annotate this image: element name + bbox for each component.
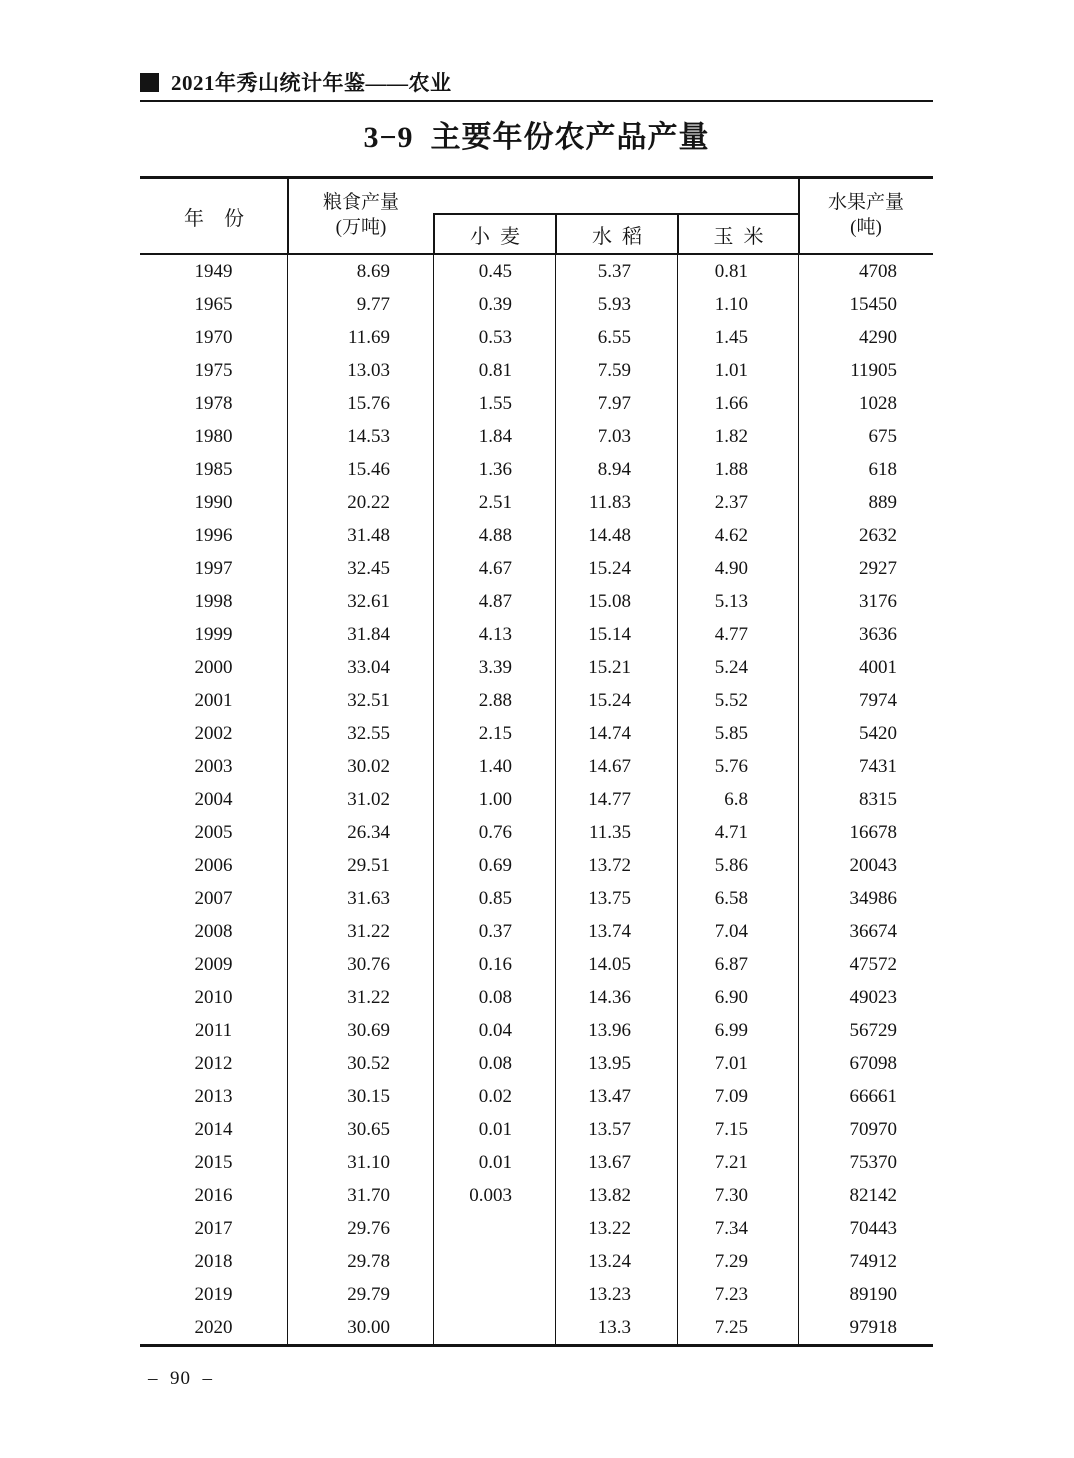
fruit-cell: 4708 (859, 260, 897, 282)
corn-cell: 7.21 (678, 1146, 799, 1179)
table-row (140, 717, 933, 750)
wheat-cell: 0.37 (434, 915, 556, 948)
fruit-cell: 1028 (859, 392, 897, 414)
table-body (140, 255, 933, 1347)
grain-cell: 29.76 (288, 1212, 434, 1245)
wheat-cell: 0.01 (434, 1113, 556, 1146)
table-row (140, 1245, 933, 1278)
wheat-cell: 4.87 (434, 585, 556, 618)
rice-cell: 7.59 (556, 354, 678, 387)
rice-cell: 15.24 (556, 684, 678, 717)
rice-cell: 11.83 (556, 486, 678, 519)
grain-cell: 30.65 (288, 1113, 434, 1146)
grain-cell: 32.45 (288, 552, 434, 585)
year-cell: 2017 (140, 1212, 288, 1245)
rice-cell: 13.57 (556, 1113, 678, 1146)
fruit-cell: 70443 (849, 1217, 897, 1239)
table-row (140, 618, 933, 651)
fruit-cell: 56729 (849, 1019, 897, 1041)
wheat-cell: 2.88 (434, 684, 556, 717)
table-row (140, 981, 933, 1014)
wheat-cell: 4.13 (434, 618, 556, 651)
rice-cell: 13.3 (556, 1311, 678, 1344)
fruit-cell: 70970 (849, 1118, 897, 1140)
fruit-cell: 49023 (849, 986, 897, 1008)
year-cell: 1978 (140, 387, 288, 420)
corn-cell: 7.25 (678, 1311, 799, 1344)
corn-cell: 7.30 (678, 1179, 799, 1212)
corn-cell: 6.90 (678, 981, 799, 1014)
fruit-cell: 7974 (859, 689, 897, 711)
table-row (140, 552, 933, 585)
fruit-cell: 34986 (849, 887, 897, 909)
corn-cell: 5.52 (678, 684, 799, 717)
grain-cell: 31.63 (288, 882, 434, 915)
table-row (140, 1113, 933, 1146)
table-row (140, 1278, 933, 1311)
wheat-cell: 1.00 (434, 783, 556, 816)
wheat-cell: 0.76 (434, 816, 556, 849)
rice-cell: 13.23 (556, 1278, 678, 1311)
corn-cell: 7.23 (678, 1278, 799, 1311)
corn-cell: 7.29 (678, 1245, 799, 1278)
corn-cell: 5.13 (678, 585, 799, 618)
rice-cell: 14.05 (556, 948, 678, 981)
corn-cell: 7.15 (678, 1113, 799, 1146)
wheat-cell: 1.55 (434, 387, 556, 420)
year-cell: 2003 (140, 750, 288, 783)
corn-cell: 1.88 (678, 453, 799, 486)
year-cell: 2007 (140, 882, 288, 915)
header-year: 年 份 (184, 207, 244, 230)
grain-cell: 30.00 (288, 1311, 434, 1344)
fruit-cell: 618 (868, 458, 897, 480)
wheat-cell: 4.67 (434, 552, 556, 585)
grain-cell: 13.03 (288, 354, 434, 387)
table-row (140, 486, 933, 519)
wheat-cell: 0.85 (434, 882, 556, 915)
wheat-cell (434, 1212, 556, 1245)
fruit-cell: 675 (868, 425, 897, 447)
year-cell: 2018 (140, 1245, 288, 1278)
table-row (140, 321, 933, 354)
year-cell: 2013 (140, 1080, 288, 1113)
corn-cell: 7.34 (678, 1212, 799, 1245)
wheat-cell: 2.51 (434, 486, 556, 519)
year-cell: 2015 (140, 1146, 288, 1179)
grain-cell: 33.04 (288, 651, 434, 684)
rice-cell: 7.03 (556, 420, 678, 453)
running-head-rule (140, 100, 933, 102)
fruit-cell: 67098 (849, 1052, 897, 1074)
wheat-cell: 0.16 (434, 948, 556, 981)
running-head-text: 2021年秀山统计年鉴——农业 (171, 71, 452, 95)
year-cell: 2005 (140, 816, 288, 849)
year-cell: 2006 (140, 849, 288, 882)
rice-cell: 14.67 (556, 750, 678, 783)
rice-cell: 14.48 (556, 519, 678, 552)
year-cell: 1980 (140, 420, 288, 453)
fruit-cell: 5420 (859, 722, 897, 744)
corn-cell: 6.99 (678, 1014, 799, 1047)
corn-cell: 2.37 (678, 486, 799, 519)
wheat-cell (434, 1245, 556, 1278)
header-wheat: 小 麦 (470, 225, 520, 248)
year-cell: 1996 (140, 519, 288, 552)
wheat-cell: 0.39 (434, 288, 556, 321)
fruit-cell: 7431 (859, 755, 897, 777)
corn-cell: 1.10 (678, 288, 799, 321)
year-cell: 1990 (140, 486, 288, 519)
table-row (140, 1080, 933, 1113)
table-row (140, 1014, 933, 1047)
fruit-cell: 889 (868, 491, 897, 513)
grain-cell: 32.51 (288, 684, 434, 717)
corn-cell: 6.87 (678, 948, 799, 981)
fruit-cell: 2927 (859, 557, 897, 579)
running-head (140, 68, 933, 96)
rice-cell: 13.96 (556, 1014, 678, 1047)
grain-cell: 31.48 (288, 519, 434, 552)
grain-cell: 31.70 (288, 1179, 434, 1212)
table-row (140, 453, 933, 486)
fruit-cell: 16678 (849, 821, 897, 843)
fruit-cell: 3176 (859, 590, 897, 612)
grain-cell: 30.52 (288, 1047, 434, 1080)
corn-cell: 5.24 (678, 651, 799, 684)
grain-cell: 30.15 (288, 1080, 434, 1113)
rice-cell: 15.21 (556, 651, 678, 684)
year-cell: 2001 (140, 684, 288, 717)
grain-cell: 30.02 (288, 750, 434, 783)
grain-cell: 8.69 (288, 255, 434, 288)
wheat-cell: 1.40 (434, 750, 556, 783)
header-rice: 水 稻 (592, 225, 642, 248)
year-cell: 1985 (140, 453, 288, 486)
table-row (140, 651, 933, 684)
grain-cell: 30.69 (288, 1014, 434, 1047)
year-cell: 2010 (140, 981, 288, 1014)
grain-cell: 15.46 (288, 453, 434, 486)
fruit-cell: 66661 (849, 1085, 897, 1107)
corn-cell: 1.01 (678, 354, 799, 387)
rice-cell: 8.94 (556, 453, 678, 486)
fruit-cell: 74912 (849, 1250, 897, 1272)
grain-cell: 31.84 (288, 618, 434, 651)
year-cell: 2009 (140, 948, 288, 981)
grain-cell: 20.22 (288, 486, 434, 519)
wheat-cell: 0.08 (434, 1047, 556, 1080)
year-cell: 2011 (140, 1014, 288, 1047)
rice-cell: 13.75 (556, 882, 678, 915)
fruit-cell: 97918 (849, 1316, 897, 1338)
rice-cell: 14.77 (556, 783, 678, 816)
corn-cell: 7.09 (678, 1080, 799, 1113)
header-corn: 玉 米 (713, 225, 764, 248)
table-header (140, 176, 933, 255)
grain-cell: 31.10 (288, 1146, 434, 1179)
grain-cell: 32.61 (288, 585, 434, 618)
table-row (140, 750, 933, 783)
rice-cell: 14.36 (556, 981, 678, 1014)
corn-cell: 4.77 (678, 618, 799, 651)
wheat-cell: 0.81 (434, 354, 556, 387)
table-row (140, 354, 933, 387)
grain-cell: 9.77 (288, 288, 434, 321)
grain-cell: 32.55 (288, 717, 434, 750)
year-cell: 2020 (140, 1311, 288, 1344)
wheat-cell: 0.08 (434, 981, 556, 1014)
fruit-cell: 36674 (849, 920, 897, 942)
table-row (140, 684, 933, 717)
grain-cell: 29.51 (288, 849, 434, 882)
year-cell: 2002 (140, 717, 288, 750)
grain-cell: 31.22 (288, 981, 434, 1014)
rice-cell: 11.35 (556, 816, 678, 849)
fruit-cell: 2632 (859, 524, 897, 546)
table-row (140, 849, 933, 882)
rice-cell: 15.08 (556, 585, 678, 618)
header-grain-unit: (万吨) (335, 217, 387, 238)
year-cell: 1975 (140, 354, 288, 387)
fruit-cell: 3636 (859, 623, 897, 645)
corn-cell: 4.62 (678, 519, 799, 552)
wheat-cell: 1.84 (434, 420, 556, 453)
table-row (140, 816, 933, 849)
wheat-cell: 0.53 (434, 321, 556, 354)
fruit-cell: 75370 (849, 1151, 897, 1173)
grain-cell: 31.22 (288, 915, 434, 948)
fruit-cell: 47572 (849, 953, 897, 975)
table-row (140, 255, 933, 288)
header-fruit-output (799, 179, 933, 253)
table-row (140, 783, 933, 816)
rice-cell: 13.67 (556, 1146, 678, 1179)
corn-cell: 1.45 (678, 321, 799, 354)
year-cell: 1949 (140, 255, 288, 288)
rice-cell: 15.24 (556, 552, 678, 585)
year-cell: 2014 (140, 1113, 288, 1146)
corn-cell: 0.81 (678, 255, 799, 288)
wheat-cell: 2.15 (434, 717, 556, 750)
rice-cell: 6.55 (556, 321, 678, 354)
rice-cell: 13.95 (556, 1047, 678, 1080)
table-row (140, 915, 933, 948)
rice-cell: 13.74 (556, 915, 678, 948)
table-row (140, 288, 933, 321)
wheat-cell (434, 1278, 556, 1311)
wheat-cell: 1.36 (434, 453, 556, 486)
corn-cell: 5.86 (678, 849, 799, 882)
rice-cell: 13.82 (556, 1179, 678, 1212)
fruit-cell: 89190 (849, 1283, 897, 1305)
corn-cell: 4.71 (678, 816, 799, 849)
table-row (140, 1212, 933, 1245)
table-row (140, 519, 933, 552)
rice-cell: 15.14 (556, 618, 678, 651)
table-row (140, 420, 933, 453)
table-row (140, 948, 933, 981)
corn-cell: 7.01 (678, 1047, 799, 1080)
grain-cell: 26.34 (288, 816, 434, 849)
corn-cell: 1.66 (678, 387, 799, 420)
corn-cell: 6.58 (678, 882, 799, 915)
table-row (140, 882, 933, 915)
fruit-cell: 11905 (850, 359, 897, 381)
fruit-cell: 20043 (849, 854, 897, 876)
corn-cell: 6.8 (678, 783, 799, 816)
year-cell: 2008 (140, 915, 288, 948)
rice-cell: 13.47 (556, 1080, 678, 1113)
year-cell: 2000 (140, 651, 288, 684)
grain-cell: 30.76 (288, 948, 434, 981)
wheat-cell: 0.69 (434, 849, 556, 882)
square-bullet-icon (140, 73, 159, 92)
table-row (140, 585, 933, 618)
year-cell: 2019 (140, 1278, 288, 1311)
agricultural-output-table (140, 176, 933, 1347)
year-cell: 2012 (140, 1047, 288, 1080)
year-cell: 1999 (140, 618, 288, 651)
year-cell: 1997 (140, 552, 288, 585)
grain-cell: 29.79 (288, 1278, 434, 1311)
table-row (140, 1146, 933, 1179)
year-cell: 2016 (140, 1179, 288, 1212)
corn-cell: 5.85 (678, 717, 799, 750)
wheat-cell: 0.003 (434, 1179, 556, 1212)
rice-cell: 13.72 (556, 849, 678, 882)
fruit-cell: 8315 (859, 788, 897, 810)
table-row (140, 1311, 933, 1344)
year-cell: 1965 (140, 288, 288, 321)
wheat-cell: 0.45 (434, 255, 556, 288)
wheat-cell: 4.88 (434, 519, 556, 552)
table-title: 3−9 主要年份农产品产量 (363, 121, 710, 154)
rice-cell: 14.74 (556, 717, 678, 750)
rice-cell: 13.24 (556, 1245, 678, 1278)
table-row (140, 1047, 933, 1080)
header-grain-output (288, 179, 434, 253)
corn-cell: 5.76 (678, 750, 799, 783)
wheat-cell (434, 1311, 556, 1344)
grain-cell: 31.02 (288, 783, 434, 816)
fruit-cell: 4290 (859, 326, 897, 348)
fruit-cell: 82142 (849, 1184, 897, 1206)
rice-cell: 13.22 (556, 1212, 678, 1245)
wheat-cell: 3.39 (434, 651, 556, 684)
header-fruit-unit: (吨) (850, 217, 882, 238)
table-row (140, 387, 933, 420)
header-fruit-label: 水果产量 (827, 192, 904, 214)
grain-cell: 15.76 (288, 387, 434, 420)
page-number: – 90 – (148, 1368, 213, 1389)
year-cell: 1970 (140, 321, 288, 354)
wheat-cell: 0.04 (434, 1014, 556, 1047)
table-row (140, 1179, 933, 1212)
header-grain-label: 粮食产量 (322, 192, 399, 214)
wheat-cell: 0.02 (434, 1080, 556, 1113)
rice-cell: 5.37 (556, 255, 678, 288)
wheat-cell: 0.01 (434, 1146, 556, 1179)
grain-cell: 29.78 (288, 1245, 434, 1278)
grain-cell: 11.69 (288, 321, 434, 354)
corn-cell: 1.82 (678, 420, 799, 453)
corn-cell: 7.04 (678, 915, 799, 948)
corn-cell: 4.90 (678, 552, 799, 585)
year-cell: 1998 (140, 585, 288, 618)
grain-cell: 14.53 (288, 420, 434, 453)
rice-cell: 5.93 (556, 288, 678, 321)
rice-cell: 7.97 (556, 387, 678, 420)
fruit-cell: 4001 (859, 656, 897, 678)
year-cell: 2004 (140, 783, 288, 816)
fruit-cell: 15450 (849, 293, 897, 315)
